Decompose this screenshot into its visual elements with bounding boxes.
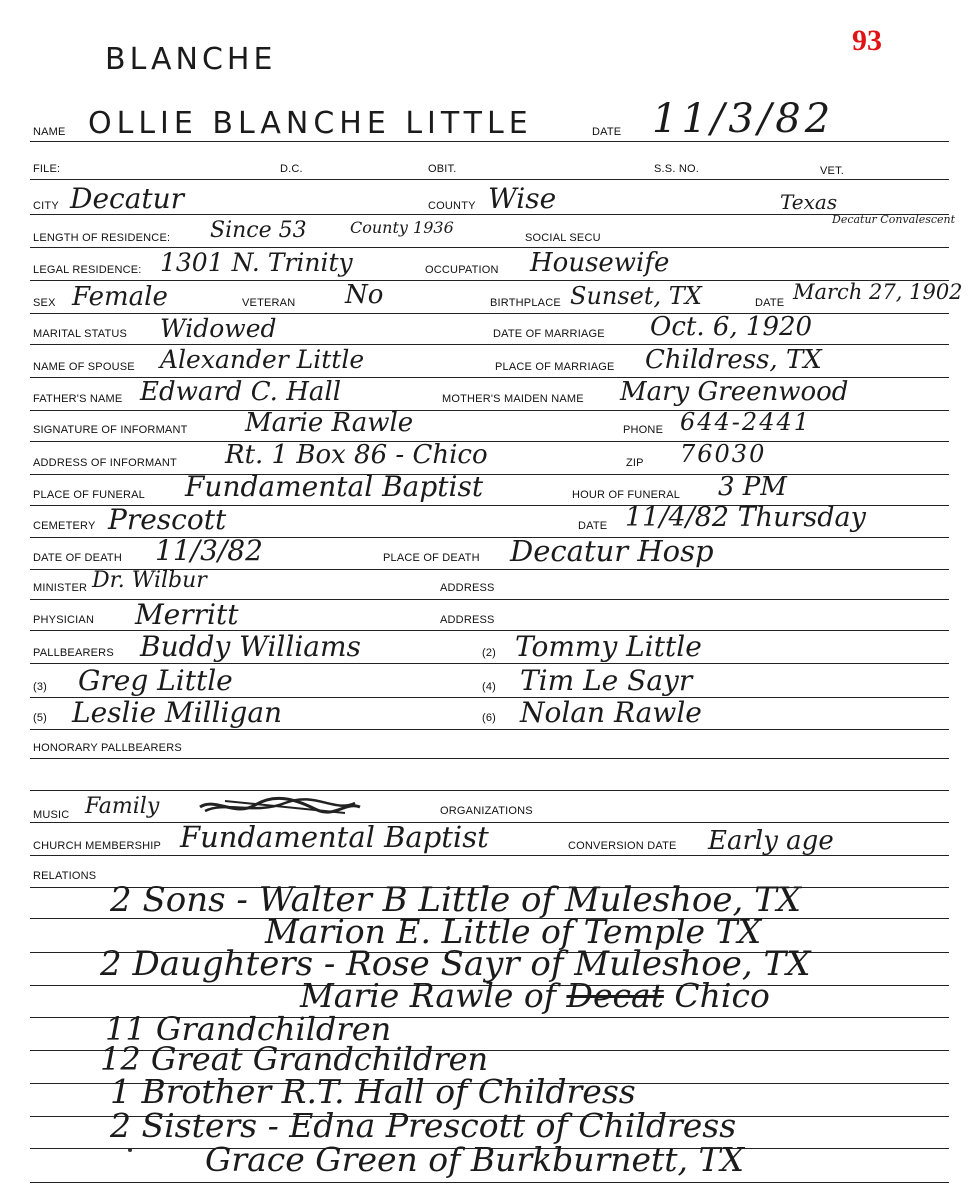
relation-line-3: 2 Daughters - Rose Sayr of Muleshoe, TX xyxy=(100,944,811,984)
dc-label: D.C. xyxy=(280,163,303,175)
physician-label: PHYSICIAN xyxy=(33,614,95,626)
rule xyxy=(30,1182,949,1183)
church-label: CHURCH MEMBERSHIP xyxy=(33,840,162,852)
state-value: Texas xyxy=(780,190,838,214)
date-label: DATE xyxy=(592,126,622,138)
church-value: Fundamental Baptist xyxy=(180,820,489,854)
rule xyxy=(30,214,949,215)
funeral-place-value: Fundamental Baptist xyxy=(185,470,484,503)
rule xyxy=(30,729,949,730)
veteran-label: VETERAN xyxy=(242,297,296,309)
residence-county-note: County 1936 xyxy=(350,218,454,237)
pallbearer-1: Buddy Williams xyxy=(140,630,361,663)
cemetery-value: Prescott xyxy=(108,503,227,536)
pallbearer-2: Tommy Little xyxy=(515,630,702,663)
funeral-hour-value: 3 PM xyxy=(718,472,787,502)
nickname: BLANCHE xyxy=(105,42,277,77)
funeral-date-value: 11/4/82 Thursday xyxy=(625,502,866,533)
date-value: 11/3/82 xyxy=(652,96,835,142)
place-of-marriage-label: PLACE OF MARRIAGE xyxy=(495,361,615,373)
facility-note: Decatur Convalescent xyxy=(832,213,956,226)
occupation-label: OCCUPATION xyxy=(425,264,499,276)
rule xyxy=(30,474,949,475)
city-label: CITY xyxy=(33,200,59,212)
date-of-marriage-value: Oct. 6, 1920 xyxy=(650,312,813,342)
spouse-value: Alexander Little xyxy=(160,345,365,374)
rule xyxy=(30,141,949,142)
pallbearer-6-label: (6) xyxy=(482,712,497,724)
funeral-place-label: PLACE OF FUNERAL xyxy=(33,489,146,501)
phone-label: PHONE xyxy=(623,424,664,436)
relation-line-8: 2 Sisters - Edna Prescott of Childress xyxy=(110,1106,737,1145)
veteran-value: No xyxy=(345,280,384,310)
sex-value: Female xyxy=(72,282,168,312)
father-label: FATHER'S NAME xyxy=(33,393,123,405)
informant-addr-value: Rt. 1 Box 86 - Chico xyxy=(225,440,488,470)
county-value: Wise xyxy=(488,182,557,215)
relation-line-1: 2 Sons - Walter B Little of Muleshoe, TX xyxy=(110,880,802,920)
pallbearer-4: Tim Le Sayr xyxy=(520,664,693,697)
pallbearer-6: Nolan Rawle xyxy=(520,696,702,729)
name-label: NAME xyxy=(33,126,66,138)
honorary-label: HONORARY PALLBEARERS xyxy=(33,742,182,754)
conversion-value: Early age xyxy=(708,826,834,856)
relation-line-6: 12 Great Grandchildren xyxy=(100,1040,489,1078)
rule xyxy=(30,179,949,180)
mother-label: MOTHER'S MAIDEN NAME xyxy=(442,393,584,405)
birthplace-value: Sunset, TX xyxy=(570,282,702,310)
pallbearer-5-label: (5) xyxy=(33,712,48,724)
cemetery-label: CEMETERY xyxy=(33,520,96,532)
minister-value: Dr. Wilbur xyxy=(92,568,207,593)
obit-label: OBIT. xyxy=(428,163,457,175)
informant-addr-label: ADDRESS OF INFORMANT xyxy=(33,457,177,469)
rule xyxy=(30,758,949,759)
scribble-mark xyxy=(195,793,365,821)
rule xyxy=(30,855,949,856)
sex-label: SEX xyxy=(33,297,56,309)
zip-value: 76030 xyxy=(680,440,767,468)
rule xyxy=(30,441,949,442)
legal-residence-label: LEGAL RESIDENCE: xyxy=(33,264,142,276)
pallbearer-3: Greg Little xyxy=(78,664,233,697)
funeral-date-label: DATE xyxy=(578,520,608,532)
county-label: COUNTY xyxy=(428,200,476,212)
phone-value: 644-2441 xyxy=(680,408,811,436)
death-date-value: 11/3/82 xyxy=(155,534,263,567)
funeral-hour-label: HOUR OF FUNERAL xyxy=(572,489,681,501)
city-value: Decatur xyxy=(70,182,185,215)
pallbearer-4-label: (4) xyxy=(482,681,497,693)
marital-value: Widowed xyxy=(160,314,277,343)
birth-date-label: DATE xyxy=(755,297,785,309)
rule xyxy=(30,822,949,823)
physician-value: Merritt xyxy=(135,598,239,631)
relation-line-5: 11 Grandchildren xyxy=(105,1010,392,1048)
rule xyxy=(30,410,949,411)
place-of-marriage-value: Childress, TX xyxy=(645,345,822,375)
pallbearer-2-label: (2) xyxy=(482,647,497,659)
residence-value: Since 53 xyxy=(210,218,307,243)
death-place-label: PLACE OF DEATH xyxy=(383,552,480,564)
relation-line-4-start: Marie Rawle of xyxy=(300,976,556,1015)
pallbearers-label: PALLBEARERS xyxy=(33,647,114,659)
legal-residence-value: 1301 N. Trinity xyxy=(160,248,353,277)
page-number: 93 xyxy=(852,24,882,57)
ssno-label: S.S. NO. xyxy=(654,163,699,175)
zip-label: ZIP xyxy=(626,457,644,469)
date-of-marriage-label: DATE OF MARRIAGE xyxy=(493,328,605,340)
birthplace-label: BIRTHPLACE xyxy=(490,297,561,309)
relations-label: RELATIONS xyxy=(33,870,97,882)
informant-sig-value: Marie Rawle xyxy=(245,408,414,438)
music-label: MUSIC xyxy=(33,809,70,821)
pallbearer-3-label: (3) xyxy=(33,681,48,693)
residence-label: LENGTH OF RESIDENCE: xyxy=(33,232,171,244)
social-label: SOCIAL SECU xyxy=(525,232,601,244)
birth-date-value: March 27, 1902 xyxy=(793,280,963,304)
spouse-label: NAME OF SPOUSE xyxy=(33,361,135,373)
father-value: Edward C. Hall xyxy=(140,377,342,407)
minister-address-label: ADDRESS xyxy=(440,582,495,594)
conversion-label: CONVERSION DATE xyxy=(568,840,677,852)
vet-label: VET. xyxy=(820,165,845,177)
file-label: FILE: xyxy=(33,163,61,175)
death-place-value: Decatur Hosp xyxy=(510,534,714,568)
relation-line-4-struck: Decat xyxy=(566,976,664,1015)
marital-label: MARITAL STATUS xyxy=(33,328,128,340)
relation-line-4-end: Chico xyxy=(674,976,770,1015)
informant-sig-label: SIGNATURE OF INFORMANT xyxy=(33,424,188,436)
relation-line-2: Marion E. Little of Temple TX xyxy=(265,912,762,951)
mother-value: Mary Greenwood xyxy=(620,377,849,407)
music-value: Family xyxy=(85,794,160,819)
pallbearer-5: Leslie Milligan xyxy=(72,696,283,729)
relation-line-9: Grace Green of Burkburnett, TX xyxy=(205,1140,745,1179)
death-date-label: DATE OF DEATH xyxy=(33,552,122,564)
relation-line-7: 1 Brother R.T. Hall of Childress xyxy=(110,1072,636,1111)
organizations-label: ORGANIZATIONS xyxy=(440,805,533,817)
name-value: OLLIE BLANCHE LITTLE xyxy=(88,106,533,141)
occupation-value: Housewife xyxy=(530,248,670,278)
physician-address-label: ADDRESS xyxy=(440,614,495,626)
rule xyxy=(30,790,949,791)
minister-label: MINISTER xyxy=(33,582,88,594)
